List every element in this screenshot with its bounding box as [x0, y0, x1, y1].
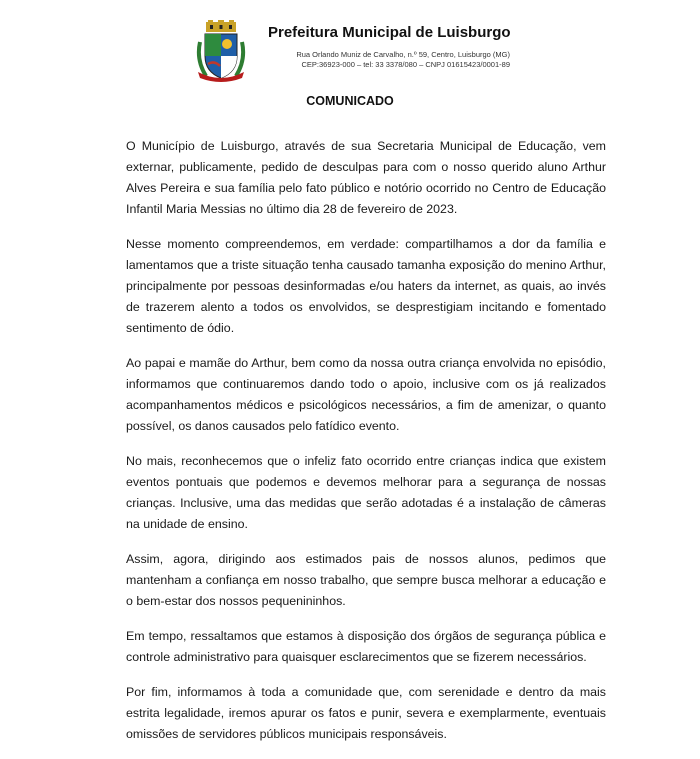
paragraph: O Município de Luisburgo, através de sua Secretaria Municipal de Educação, vem externar, publicamente, pedido de desculpas para com o nosso querido aluno Arthur Alves Pereira e sua família pelo fato público e notório ocorrido no Centro de Educação Infantil Maria Messias no último dia 28 de fevereiro de 2023. [126, 139, 606, 216]
address-line: Rua Orlando Muniz de Carvalho, n.º 59, Centro, Luisburgo (MG) [296, 50, 510, 59]
paragraph: Assim, agora, dirigindo aos estimados pais de nossos alunos, pedimos que mantenham a confiança em nosso trabalho, que sempre busca melhorar a educação e o bem-estar dos nossos pequenininhos. [126, 552, 606, 608]
paragraph: Por fim, informamos à toda a comunidade que, com serenidade e dentro da mais estrita legalidade, iremos apurar os fatos e punir, severa e exemplarmente, eventuais omissões de servidores públicos municipais responsáveis. [126, 685, 606, 741]
document-title: COMUNICADO [306, 94, 394, 108]
paragraph: Nesse momento compreendemos, em verdade: compartilhamos a dor da família e lamentamos que a triste situação tenha causado tamanha exposição do menino Arthur, principalmente por pessoas desinformadas e/ou haters da internet, as quais, ao invés de trazerem alento a todos os envolvidos, se desprestigiam incitando e fomentado sentimento de ódio. [126, 237, 606, 335]
organization-name: Prefeitura Municipal de Luisburgo [268, 24, 511, 41]
paragraph: Ao papai e mamãe do Arthur, bem como da nossa outra criança envolvida no episódio, informamos que continuaremos dando todo o apoio, inclusive com os já realizados acompanhamentos médicos e psicológicos necessários, a fim de amenizar, o quanto possível, os danos causados pelo fatídico evento. [126, 356, 606, 433]
municipal-coat-of-arms-icon [196, 20, 246, 82]
document-body [126, 136, 606, 759]
letterhead [0, 0, 700, 90]
contact-line: CEP:36923-000 – tel: 33 3378/080 – CNPJ 01615423/0001-89 [301, 60, 510, 69]
paragraph: No mais, reconhecemos que o infeliz fato ocorrido entre crianças indica que existem eventos pontuais que podemos e devemos melhorar para a segurança de nossas crianças. Inclusive, uma das medidas que serão adotadas é a instalação de câmeras na unidade de ensino. [126, 454, 606, 531]
paragraph: Em tempo, ressaltamos que estamos à disposição dos órgãos de segurança pública e controle administrativo para quaisquer esclarecimentos que se fizerem necessários. [126, 629, 606, 664]
